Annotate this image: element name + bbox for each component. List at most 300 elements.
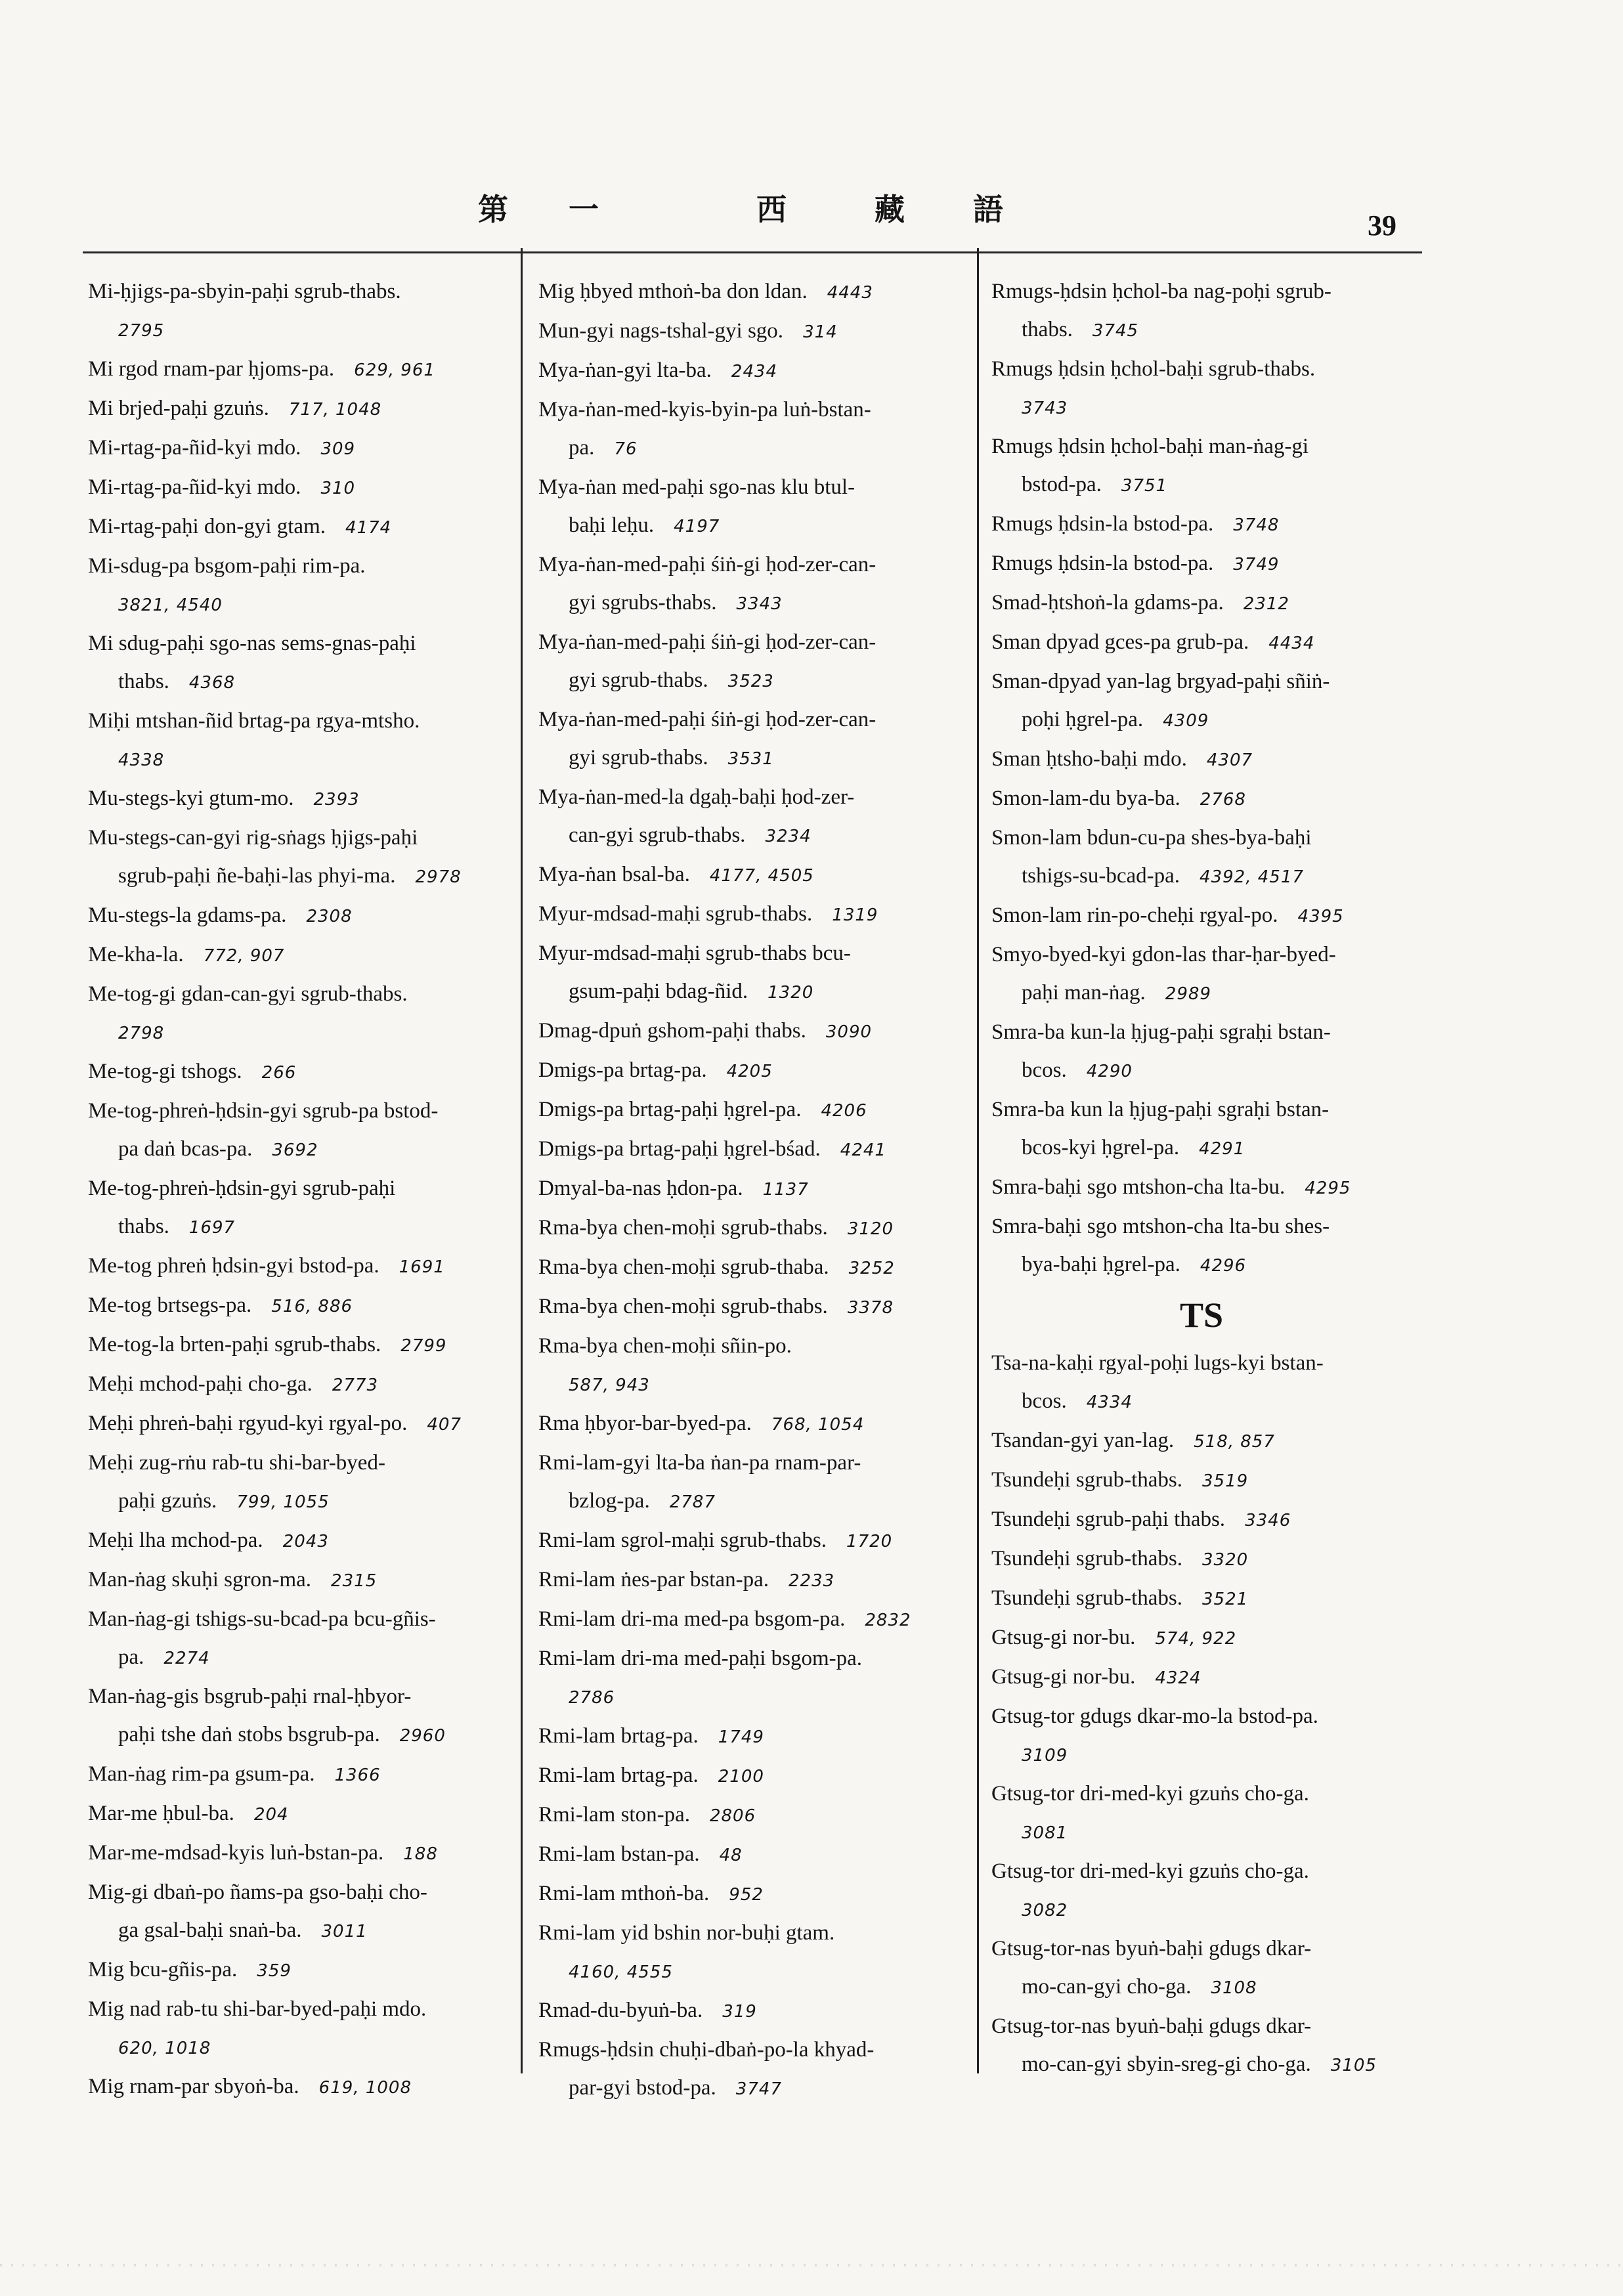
entry-text: bcos.: [1022, 1389, 1067, 1413]
index-entry: [991, 1775, 1412, 1852]
index-entry: [88, 508, 462, 547]
index-entry: [88, 1600, 462, 1678]
index-column-1: [88, 272, 462, 2107]
header-char-2: 一: [569, 192, 599, 227]
index-entry: [88, 389, 462, 429]
entry-text: Mi sdug-paḥi sgo-nas sems-gnas-paḥi: [88, 632, 416, 655]
entry-text: Smon-lam rin-po-cheḥi rgyal-po.: [991, 903, 1278, 927]
entry-text: Mya-ṅan-med-paḥi śiṅ-gi ḥod-zer-can-: [538, 708, 876, 731]
entry-title-line: [991, 1930, 1412, 1968]
index-entry: [538, 1991, 911, 2031]
entry-text: Tsundeḥi sgrub-thabs.: [991, 1586, 1182, 1610]
entry-continuation-line: [538, 429, 911, 468]
entry-reference-number: 1749: [718, 1727, 764, 1747]
entry-title-line: [88, 975, 462, 1013]
entry-reference-number: 2312: [1243, 594, 1289, 614]
entry-title-line: [538, 351, 911, 391]
index-entry: [88, 1404, 462, 1444]
index-entry: [538, 1874, 911, 1914]
index-entry: [991, 1013, 1412, 1091]
entry-reference-number: 3747: [735, 2079, 782, 2099]
entry-reference-number: 359: [257, 1961, 292, 1981]
entry-text: pa.: [569, 436, 595, 460]
index-entry: [991, 427, 1412, 505]
entry-text: Rma ḥbyor-bar-byed-pa.: [538, 1412, 752, 1435]
entry-reference-number: 407: [427, 1415, 462, 1435]
entry-reference-number: 619, 1008: [318, 2078, 412, 2098]
entry-reference-number: 3821, 4540: [118, 596, 223, 615]
entry-reference-number: 768, 1054: [771, 1415, 865, 1435]
entry-text: Smra-ba kun la ḥjug-paḥi sgraḥi bstan-: [991, 1098, 1330, 1121]
entry-reference-number: 2832: [865, 1611, 911, 1630]
index-entry: [538, 1288, 911, 1327]
entry-reference-number: 1137: [762, 1180, 809, 1200]
entry-text: bzlog-pa.: [569, 1489, 650, 1513]
entry-text: paḥi tshe daṅ stobs bsgrub-pa.: [118, 1723, 380, 1746]
entry-title-line: [88, 350, 462, 389]
index-entry: [991, 1852, 1412, 1930]
entry-continuation-line: [88, 662, 462, 702]
entry-reference-number: 3120: [847, 1219, 894, 1239]
entry-title-line: [538, 778, 911, 816]
entry-text: Rmi-lam dri-ma med-paḥi bsgom-pa.: [538, 1647, 863, 1670]
entry-reference-number: 2393: [313, 790, 360, 810]
entry-text: Mi rgod rnam-par ḥjoms-pa.: [88, 357, 335, 381]
entry-text: Rmad-du-byuṅ-ba.: [538, 1999, 703, 2022]
entry-reference-number: 1319: [832, 905, 878, 925]
entry-continuation-line: [538, 584, 911, 623]
entry-reference-number: 3749: [1233, 555, 1280, 574]
entry-text: mo-can-gyi sbyin-sreg-gi cho-ga.: [1022, 2052, 1311, 2076]
entry-title-line: [991, 623, 1412, 662]
entry-title-line: [88, 896, 462, 936]
entry-reference-number: 3692: [272, 1140, 318, 1160]
entry-text: Man-ṅag-gis bsgrub-paḥi rnal-ḥbyor-: [88, 1685, 412, 1708]
entry-text: bstod-pa.: [1022, 473, 1102, 496]
entry-continuation-line: [991, 1245, 1412, 1285]
index-entry: [538, 701, 911, 778]
entry-text: Gtsug-tor dri-med-kyi gzuṅs cho-ga.: [991, 1782, 1309, 1806]
entry-title-line: [538, 546, 911, 584]
column-divider-1: [521, 248, 523, 2073]
index-entry: [538, 1796, 911, 1835]
entry-reference-number: 3519: [1202, 1471, 1249, 1491]
index-entry: [991, 350, 1412, 427]
entry-reference-number: 3320: [1202, 1550, 1249, 1570]
index-entry: [88, 547, 462, 624]
entry-title-line: [991, 1168, 1412, 1207]
entry-reference-number: 309: [320, 439, 356, 459]
index-entry: [88, 1561, 462, 1600]
entry-text: Smra-ba kun-la ḥjug-paḥi sgraḥi bstan-: [991, 1020, 1331, 1044]
entry-text: paḥi man-ṅag.: [1022, 981, 1146, 1005]
entry-title-line: [88, 1169, 462, 1207]
index-entry: [538, 2031, 911, 2108]
index-entry: [88, 1873, 462, 1951]
entry-title-line: [88, 429, 462, 468]
entry-text: Me-tog-gi gdan-can-gyi sgrub-thabs.: [88, 982, 408, 1006]
entry-title-line: [538, 1756, 911, 1796]
index-entry: [88, 819, 462, 896]
entry-reference-number: 2795: [118, 321, 165, 341]
entry-reference-number: 314: [803, 322, 838, 342]
entry-title-line: [88, 1951, 462, 1990]
entry-title-line: [991, 1658, 1412, 1697]
entry-text: Tsundeḥi sgrub-paḥi thabs.: [991, 1507, 1226, 1531]
index-entry: [991, 1930, 1412, 2007]
entry-text: bcos.: [1022, 1058, 1067, 1082]
index-entry: [991, 896, 1412, 936]
entry-title-line: [991, 505, 1412, 544]
entry-reference-number: 1720: [846, 1532, 893, 1551]
index-entry: [991, 662, 1412, 740]
entry-reference-number: 4307: [1206, 750, 1253, 770]
entry-text: Tsundeḥi sgrub-thabs.: [991, 1468, 1182, 1492]
entry-title-line: [88, 2068, 462, 2107]
entry-title-line: [88, 1561, 462, 1600]
entry-text: Mya-ṅan med-paḥi sgo-nas klu btul-: [538, 475, 855, 499]
entry-text: Tsandan-gyi yan-lag.: [991, 1429, 1175, 1452]
entry-continuation-line: [991, 1735, 1412, 1775]
index-entry: [88, 624, 462, 702]
entry-reference-number: 2100: [718, 1767, 764, 1787]
entry-continuation-line: [991, 1051, 1412, 1091]
entry-text: Meḥi lha mchod-pa.: [88, 1528, 263, 1552]
index-entry: [538, 1444, 911, 1521]
entry-reference-number: 587, 943: [569, 1375, 650, 1395]
entry-title-line: [88, 1521, 462, 1561]
entry-title-line: [991, 1013, 1412, 1051]
entry-reference-number: 952: [729, 1885, 764, 1905]
entry-continuation-line: [538, 1365, 911, 1404]
entry-text: Mi-ḥjigs-pa-sbyin-paḥi sgrub-thabs.: [88, 280, 401, 303]
index-entry: [538, 856, 911, 895]
entry-continuation-line: [991, 466, 1412, 505]
index-entry: [991, 1500, 1412, 1540]
entry-reference-number: 3252: [848, 1259, 895, 1278]
entry-text: Sman ḥtsho-baḥi mdo.: [991, 747, 1187, 771]
entry-text: Miḥi mtshan-ñid brtag-pa rgya-mtsho.: [88, 709, 420, 733]
entry-reference-number: 2960: [399, 1726, 446, 1746]
entry-title-line: [538, 1874, 911, 1914]
entry-text: Rmugs-ḥdsin chuḥi-dbaṅ-po-la khyad-: [538, 2038, 875, 2062]
entry-text: Gtsug-tor-nas byuṅ-baḥi gdugs dkar-: [991, 1937, 1312, 1960]
entry-text: Sman-dpyad yan-lag brgyad-paḥi sñiṅ-: [991, 670, 1330, 693]
entry-text: Mya-ṅan-med-paḥi śiṅ-gi ḥod-zer-can-: [538, 553, 876, 576]
entry-title-line: [538, 1914, 911, 1952]
entry-reference-number: 3378: [847, 1298, 894, 1318]
entry-title-line: [88, 1247, 462, 1286]
entry-text: Rma-bya chen-moḥi sgrub-thabs.: [538, 1216, 828, 1240]
entry-reference-number: 204: [253, 1805, 289, 1825]
index-entry: [991, 1461, 1412, 1500]
entry-title-line: [991, 272, 1412, 311]
entry-text: tshigs-su-bcad-pa.: [1022, 864, 1180, 888]
entry-title-line: [991, 1579, 1412, 1618]
entry-title-line: [538, 312, 911, 351]
index-entry: [538, 1091, 911, 1130]
index-entry: [991, 1091, 1412, 1168]
entry-text: paḥi gzuṅs.: [118, 1489, 217, 1513]
index-entry: [538, 1756, 911, 1796]
entry-title-line: [538, 468, 911, 506]
entry-reference-number: 4309: [1163, 711, 1209, 731]
entry-reference-number: 3745: [1092, 321, 1139, 341]
entry-reference-number: 2978: [415, 867, 462, 887]
entry-title-line: [538, 623, 911, 661]
entry-reference-number: 4368: [188, 673, 236, 693]
entry-text: Rmi-lam brtag-pa.: [538, 1764, 699, 1787]
index-entry: [88, 1834, 462, 1873]
entry-text: Mar-me-mdsad-kyis luṅ-bstan-pa.: [88, 1841, 384, 1865]
entry-text: Tsa-na-kaḥi rgyal-poḥi lugs-kyi bstan-: [991, 1351, 1324, 1375]
entry-reference-number: 4241: [840, 1140, 886, 1160]
entry-title-line: [991, 350, 1412, 388]
index-entry: [538, 1169, 911, 1209]
entry-reference-number: 266: [261, 1063, 297, 1083]
entry-reference-number: 4206: [821, 1101, 867, 1121]
index-entry: [991, 1207, 1412, 1285]
entry-title-line: [88, 272, 462, 311]
index-entry: [538, 1521, 911, 1561]
entry-text: Dmigs-pa brtag-paḥi ḥgrel-pa.: [538, 1098, 802, 1121]
entry-reference-number: 4324: [1155, 1668, 1201, 1688]
index-entry: [991, 819, 1412, 896]
entry-text: Me-tog-gi tshogs.: [88, 1060, 242, 1083]
entry-text: Me-kha-la.: [88, 943, 184, 966]
entry-text: Gtsug-tor-nas byuṅ-baḥi gdugs dkar-: [991, 2014, 1312, 2038]
index-entry: [88, 975, 462, 1052]
entry-title-line: [538, 1835, 911, 1874]
index-column-3: [991, 272, 1412, 2085]
index-column-2: [538, 272, 911, 2108]
entry-title-line: [88, 1286, 462, 1326]
index-entry: [538, 778, 911, 856]
entry-text: Mig ḥbyed mthoṅ-ba don ldan.: [538, 280, 808, 303]
entry-reference-number: 3748: [1233, 515, 1280, 535]
entry-reference-number: 772, 907: [203, 946, 285, 966]
entry-text: Man-ṅag rim-pa gsum-pa.: [88, 1762, 315, 1786]
entry-title-line: [88, 779, 462, 819]
entry-continuation-line: [538, 1952, 911, 1991]
entry-continuation-line: [991, 974, 1412, 1013]
entry-text: Rmugs ḥdsin-la bstod-pa.: [991, 552, 1214, 575]
index-entry: [991, 1421, 1412, 1461]
entry-title-line: [538, 856, 911, 895]
entry-reference-number: 2786: [569, 1688, 615, 1708]
entry-title-line: [538, 1130, 911, 1169]
entry-title-line: [991, 896, 1412, 936]
entry-text: Smra-baḥi sgo mtshon-cha lta-bu.: [991, 1175, 1286, 1199]
entry-text: Rmi-lam ṅes-par bstan-pa.: [538, 1568, 769, 1592]
entry-text: Smra-baḥi sgo mtshon-cha lta-bu shes-: [991, 1215, 1330, 1238]
entry-title-line: [991, 1500, 1412, 1540]
index-entry: [538, 895, 911, 934]
entry-text: Rmugs ḥdsin ḥchol-baḥi sgrub-thabs.: [991, 357, 1316, 381]
header-char-1: 第: [478, 192, 508, 227]
entry-text: Myur-mdsad-maḥi sgrub-thabs.: [538, 902, 813, 926]
entry-text: Me-tog-phreṅ-ḥdsin-gyi sgrub-paḥi: [88, 1177, 396, 1200]
index-entry: [88, 779, 462, 819]
entry-text: thabs.: [118, 1215, 169, 1238]
index-entry: [88, 1286, 462, 1326]
entry-title-line: [88, 1404, 462, 1444]
entry-text: mo-can-gyi cho-ga.: [1022, 1975, 1192, 1999]
index-entry: [991, 272, 1412, 350]
entry-title-line: [88, 1834, 462, 1873]
entry-reference-number: 1697: [188, 1218, 236, 1238]
entry-reference-number: 2773: [332, 1375, 378, 1395]
entry-reference-number: 2274: [163, 1649, 210, 1668]
entry-text: Mya-ṅan-med-paḥi śiṅ-gi ḥod-zer-can-: [538, 630, 876, 654]
index-entry: [991, 2007, 1412, 2085]
entry-text: Mar-me ḥbul-ba.: [88, 1802, 234, 1825]
entry-title-line: [88, 1092, 462, 1130]
entry-title-line: [991, 1775, 1412, 1813]
entry-title-line: [991, 2007, 1412, 2045]
entry-text: Me-tog brtsegs-pa.: [88, 1293, 252, 1317]
entry-reference-number: 3751: [1121, 476, 1168, 496]
entry-reference-number: 4395: [1297, 907, 1344, 926]
index-entry: [538, 391, 911, 468]
entry-reference-number: 48: [719, 1846, 743, 1865]
index-entry: [991, 1344, 1412, 1421]
entry-title-line: [991, 1091, 1412, 1129]
entry-continuation-line: [538, 816, 911, 856]
entry-title-line: [538, 2031, 911, 2069]
entry-title-line: [991, 427, 1412, 466]
entry-text: Rmi-lam mthoṅ-ba.: [538, 1882, 710, 1905]
index-entry: [991, 544, 1412, 584]
entry-reference-number: 4392, 4517: [1200, 867, 1304, 887]
entry-continuation-line: [88, 1911, 462, 1951]
entry-title-line: [538, 934, 911, 972]
index-entry: [991, 1697, 1412, 1775]
entry-text: Rmi-lam brtag-pa.: [538, 1724, 699, 1748]
entry-reference-number: 3090: [825, 1022, 873, 1042]
index-entry: [88, 1678, 462, 1755]
entry-text: Dmigs-pa brtag-pa.: [538, 1058, 707, 1082]
entry-text: Me-tog phreṅ ḥdsin-gyi bstod-pa.: [88, 1254, 379, 1278]
entry-text: gyi sgrub-thabs.: [569, 668, 708, 692]
entry-reference-number: 2768: [1200, 790, 1246, 810]
entry-text: Mya-ṅan-med-la dgaḥ-baḥi ḥod-zer-: [538, 785, 855, 809]
entry-reference-number: 1691: [399, 1257, 445, 1277]
entry-text: Mu-stegs-kyi gtum-mo.: [88, 787, 294, 810]
index-entry: [538, 1835, 911, 1874]
entry-reference-number: 3081: [1022, 1823, 1068, 1843]
entry-title-line: [88, 702, 462, 740]
entry-reference-number: 3011: [321, 1922, 368, 1941]
index-entry: [538, 1404, 911, 1444]
entry-text: Mi brjed-paḥi gzuṅs.: [88, 397, 269, 420]
entry-title-line: [991, 1421, 1412, 1461]
entry-text: Rmi-lam yid bshin nor-buḥi gtam.: [538, 1921, 835, 1945]
entry-title-line: [538, 1444, 911, 1482]
column-divider-2: [977, 248, 979, 2073]
entry-continuation-line: [991, 1968, 1412, 2007]
entry-reference-number: 4177, 4505: [709, 866, 814, 886]
entry-continuation-line: [991, 857, 1412, 896]
entry-continuation-line: [88, 1130, 462, 1169]
index-entry: [88, 468, 462, 508]
entry-text: Rma-bya chen-moḥi sñin-po.: [538, 1334, 792, 1358]
entry-title-line: [991, 1852, 1412, 1890]
index-entry: [88, 1444, 462, 1521]
index-entry: [538, 468, 911, 546]
index-entry: [88, 896, 462, 936]
entry-reference-number: 2799: [400, 1336, 447, 1356]
index-entry: [538, 623, 911, 701]
entry-title-line: [538, 272, 911, 312]
index-entry: [538, 312, 911, 351]
header-rule: [83, 251, 1422, 253]
index-entry: [88, 1247, 462, 1286]
entry-title-line: [88, 389, 462, 429]
index-entry: [88, 702, 462, 779]
entry-text: gyi sgrubs-thabs.: [569, 591, 717, 615]
entry-title-line: [88, 1052, 462, 1092]
entry-text: sgrub-paḥi ñe-baḥi-las phyi-ma.: [118, 864, 396, 888]
entry-text: Mi-rtag-paḥi don-gyi gtam.: [88, 515, 326, 538]
entry-reference-number: 4295: [1305, 1179, 1351, 1198]
entry-title-line: [538, 1051, 911, 1091]
entry-text: Man-ṅag skuḥi sgron-ma.: [88, 1568, 312, 1592]
entry-text: Mig nad rab-tu shi-bar-byed-paḥi mdo.: [88, 1997, 427, 2021]
entry-reference-number: 516, 886: [271, 1297, 353, 1316]
entry-reference-number: 4434: [1268, 634, 1315, 653]
entry-continuation-line: [88, 585, 462, 624]
entry-reference-number: 3343: [736, 594, 783, 614]
entry-continuation-line: [88, 1716, 462, 1755]
index-entry: [88, 1326, 462, 1365]
entry-continuation-line: [991, 1382, 1412, 1421]
index-entry: [88, 1951, 462, 1990]
entry-continuation-line: [991, 2045, 1412, 2085]
entry-reference-number: 2989: [1165, 984, 1211, 1004]
entry-text: gsum-paḥi bdag-ñid.: [569, 980, 748, 1003]
index-entry: [538, 351, 911, 391]
index-entry: [991, 623, 1412, 662]
entry-title-line: [538, 1209, 911, 1248]
entry-title-line: [991, 1618, 1412, 1658]
entry-text: Dmigs-pa brtag-paḥi ḥgrel-bśad.: [538, 1137, 821, 1161]
index-entry: [88, 350, 462, 389]
index-entry: [88, 1794, 462, 1834]
entry-reference-number: 799, 1055: [236, 1492, 330, 1512]
entry-text: Me-tog-la brten-paḥi sgrub-thabs.: [88, 1333, 381, 1356]
entry-title-line: [88, 624, 462, 662]
entry-title-line: [991, 1344, 1412, 1382]
entry-continuation-line: [88, 1013, 462, 1052]
entry-title-line: [88, 508, 462, 547]
entry-title-line: [991, 662, 1412, 701]
index-entry: [538, 546, 911, 623]
entry-title-line: [538, 1091, 911, 1130]
entry-text: Mi-rtag-pa-ñid-kyi mdo.: [88, 436, 301, 460]
index-entry: [991, 740, 1412, 779]
entry-continuation-line: [991, 1129, 1412, 1168]
index-entry: [991, 1168, 1412, 1207]
entry-reference-number: 310: [320, 479, 356, 498]
entry-title-line: [991, 544, 1412, 584]
entry-text: thabs.: [1022, 318, 1073, 341]
entry-text: Gtsug-gi nor-bu.: [991, 1626, 1136, 1649]
entry-text: Rmugs ḥdsin ḥchol-baḥi man-ṅag-gi: [991, 435, 1309, 458]
entry-continuation-line: [991, 1813, 1412, 1852]
entry-text: Dmyal-ba-nas ḥdon-pa.: [538, 1177, 743, 1200]
entry-text: Me-tog-phreṅ-ḥdsin-gyi sgrub-pa bstod-: [88, 1099, 439, 1123]
